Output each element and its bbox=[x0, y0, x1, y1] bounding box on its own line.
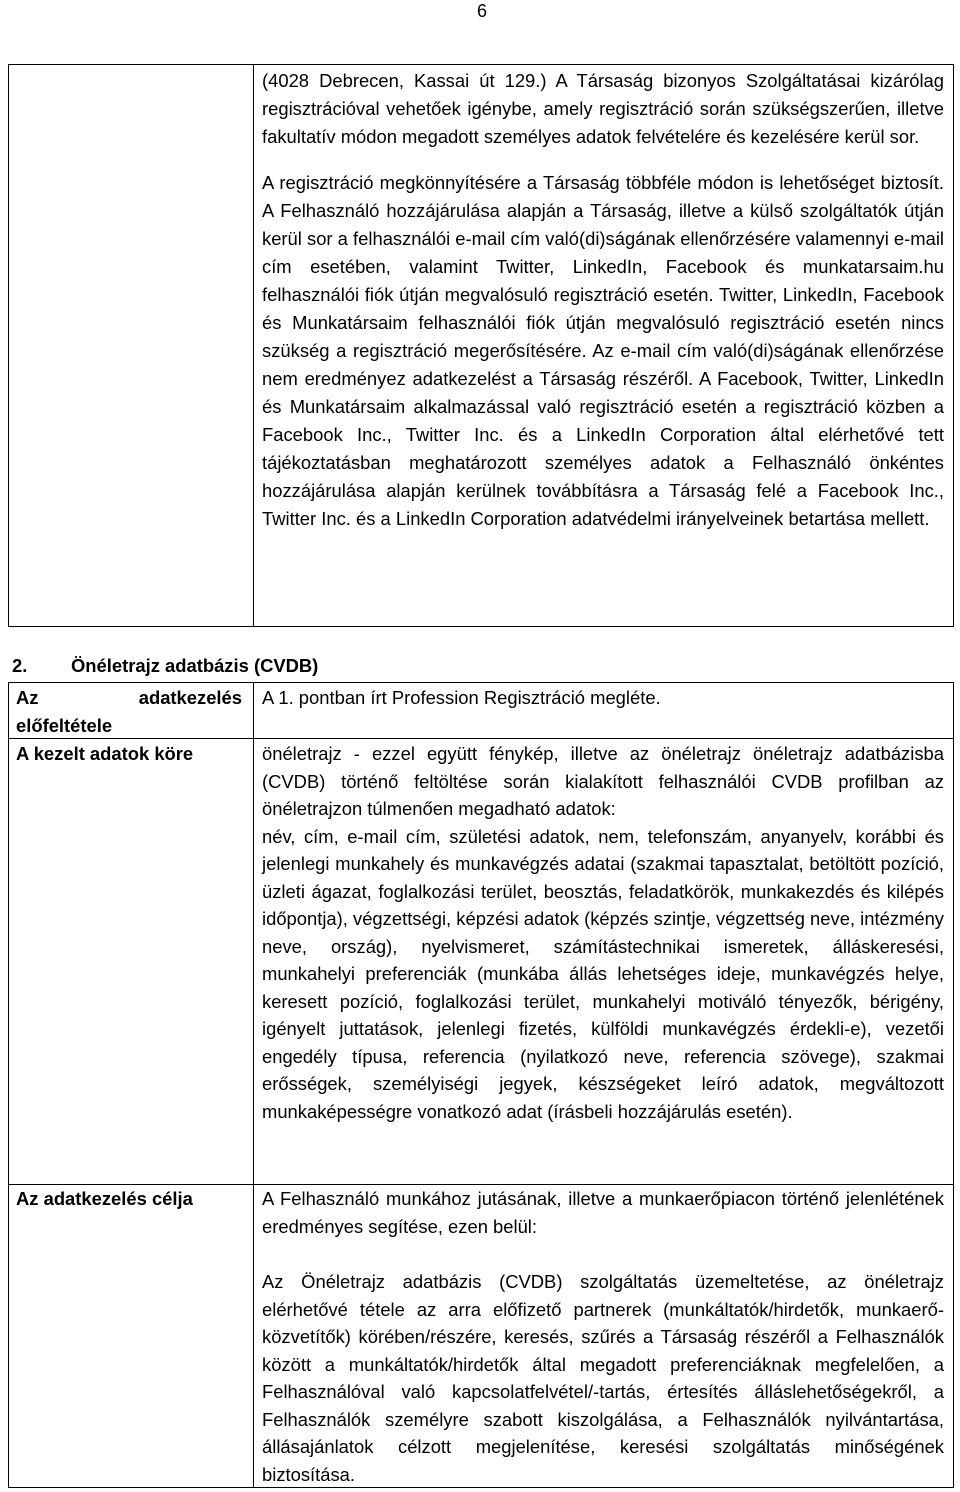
section-title: Önéletrajz adatbázis (CVDB) bbox=[71, 655, 319, 676]
column-divider bbox=[253, 683, 254, 1487]
purpose-paragraph-2: Az Önéletrajz adatbázis (CVDB) szolgáltatás üzemeltetése, az önéletrajz elérhetővé tétele az arra előfizető partnerek (munkáltatók/hirdetők, munkaerő-közvetítők) körében/részére, keresés, szűrés a Társaság részéről a Felhasználók között a munkáltatók/hirdetők által megadott preferenciáknak megfelelően, a Felhasználóval való kapcsolatfelvétel/-tartás, értesítés álláslehetőségekről, a Felhasználók személyre szabott kiszolgálása, a Felhasználók nyilvántartása, állásajánlatok célzott megjelenítése, keresési szolgáltatás minőségének biztosítása. bbox=[262, 1271, 944, 1485]
precondition-text: A 1. pontban írt Profession Regisztráció megléte. bbox=[262, 687, 661, 708]
column-divider bbox=[253, 65, 254, 626]
data-scope-value bbox=[262, 740, 944, 1125]
precondition-label-line2: előfeltétele bbox=[16, 715, 113, 736]
purpose-label: Az adatkezelés célja bbox=[16, 1188, 193, 1209]
purpose-paragraph-1: A Felhasználó munkához jutásának, illetve a munkaerőpiacon történő jelenlétének eredményes segítése, ezen belül: bbox=[262, 1188, 944, 1237]
registration-paragraph-2: A regisztráció megkönnyítésére a Társaság többféle módon is lehetőséget biztosít. A Felhasználó hozzájárulása alapján a Társaság, illetve a külső szolgáltatók útján kerül sor a felhasználói e-mail cím való(di)ságának ellenőrzésére valamennyi e-mail cím esetében, valamint Twitter, LinkedIn, Facebook és munkatarsaim.hu felhasználói fiók útján megvalósuló regisztráció esetén. Twitter, LinkedIn, Facebook és Munkatársaim felhasználói fiók útján megvalósuló regisztráció esetén nincs szükség a regisztráció megerősítésére. Az e-mail cím való(di)ságának ellenőrzése nem eredményez adatkezelést a Társaság részéről. A Facebook, Twitter, LinkedIn és Munkatársaim alkalmazással való regisztráció esetén a regisztráció közben a Facebook Inc., Twitter Inc. és a LinkedIn Corporation által elérhetővé tett tájékoztatásban meghatározott személyes adatok a Felhasználó önkéntes hozzájárulása alapján kerülnek továbbításra a Társaság felé a Facebook Inc., Twitter Inc. és a LinkedIn Corporation adatvédelmi irányelveinek betartása mellett. bbox=[262, 172, 944, 529]
section-heading bbox=[12, 652, 318, 680]
purpose-value bbox=[262, 1185, 944, 1488]
precondition-label-line1: Az adatkezelés bbox=[16, 687, 242, 708]
data-scope-intro: önéletrajz - ezzel együtt fénykép, illetve az önéletrajz önéletrajz adatbázisba (CVDB) történő feltöltése során kialakított felhasználói CVDB profilban az önéletrajzon túlmenően megadható adatok: bbox=[262, 743, 944, 819]
data-scope-list: név, cím, e-mail cím, születési adatok, nem, telefonszám, anyanyelv, korábbi és jelenlegi munkahely és munkavégzés adatai (szakmai tapasztalat, betöltött pozíció, üzleti ágazat, foglalkozási terület, beosztás, feladatkörök, munkakezdés és kilépés időpontja), végzettségi, képzési adatok (képzés szintje, végzettség neve, intézmény neve, ország), nyelvismeret, számítástechnikai ismeretek, álláskeresési, munkahelyi preferenciák (munkába állás lehetséges ideje, munkavégzés helye, keresett pozíció, foglalkozási terület, munkahelyi motiváló tényezők, bérigény, igényelt juttatások, jelenlegi fizetés, külföldi munkavégzés érdekli-e), vezetői engedély típusa, referencia (nyilatkozó neve, referencia szövege), szakmai erősségek, személyiségi jegyek, készségeket leíró adatok, megváltozott munkaképességre vonatkozó adat (írásbeli hozzájárulás esetén). bbox=[262, 825, 944, 1122]
section-number: 2. bbox=[12, 655, 28, 676]
registration-cell bbox=[262, 67, 944, 533]
precondition-value bbox=[262, 684, 944, 712]
registration-paragraph-1: (4028 Debrecen, Kassai út 129.) A Társaság bizonyos Szolgáltatásai kizárólag regisztrációval vehetőek igénybe, amely regisztráció során szükségszerűen, illetve fakultatív módon megadott személyes adatok felvételére és kezelésére kerül sor. bbox=[262, 70, 944, 147]
top-table bbox=[8, 64, 954, 627]
precondition-label bbox=[16, 684, 242, 740]
cvdb-table bbox=[8, 682, 954, 1488]
page-number: 6 bbox=[477, 1, 488, 21]
data-scope-label: A kezelt adatok köre bbox=[16, 743, 194, 764]
